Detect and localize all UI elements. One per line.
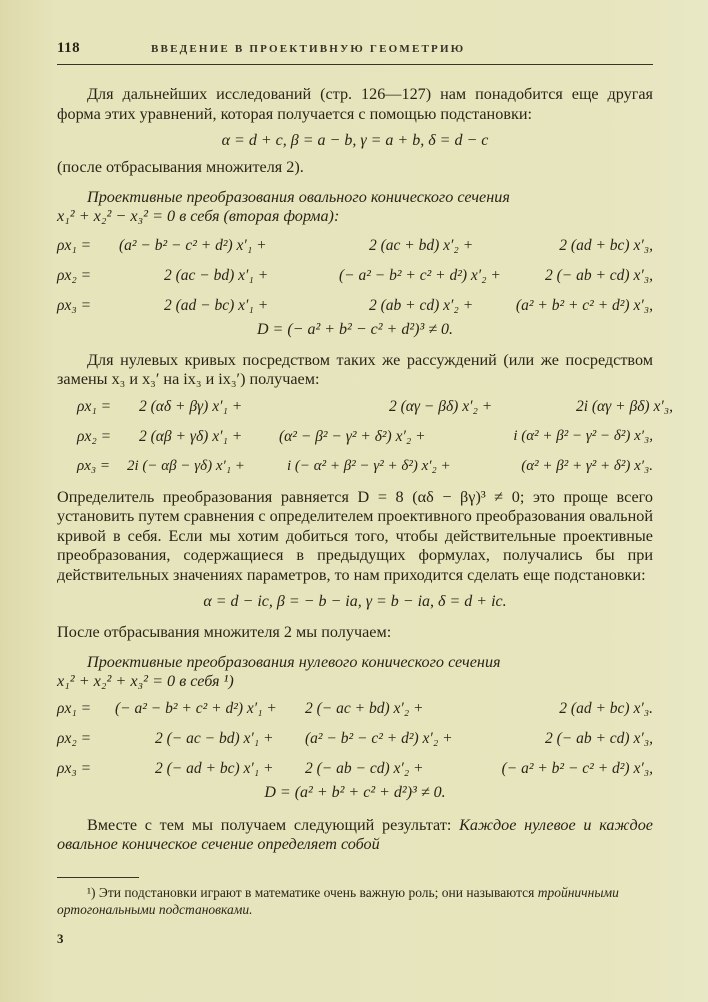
- substitution-formula-1: α = d + c, β = a − b, γ = a + b, δ = d − c: [221, 132, 489, 149]
- equation-term: 2 (αβ + γδ) x′₁ +: [139, 427, 243, 445]
- result-theorem-text: Каждое нулевое и каждое овальное коническое сечение определяет собой: [57, 815, 653, 853]
- paragraph-intro: Для дальнейших исследований (стр. 126—127) нам понадобится еще другая форма этих уравнений, которая получается с помощью подстановки:: [57, 85, 653, 123]
- equation-term: 2i (− αβ − γδ) x′₁ +: [127, 458, 245, 474]
- paragraph-after-factor-2: После отбрасывания множителя 2 мы получаем:: [57, 623, 392, 641]
- equation-row: [57, 392, 673, 422]
- equation-lhs: ρx₁ =: [57, 699, 92, 717]
- equation-row: [57, 724, 653, 754]
- equation-term: (a² + b² + c² + d²) x′₃,: [515, 296, 653, 314]
- determinant-null: D = (a² + b² + c² + d²)³ ≠ 0.: [264, 783, 446, 801]
- equation-term: 2 (− ab − cd) x′₂ +: [305, 759, 424, 777]
- equation-term: 2i (αγ + βδ) x′₃,: [575, 397, 673, 415]
- equation-row: [57, 754, 653, 784]
- equation-term: 2 (ad − bc) x′₁ +: [164, 296, 269, 314]
- equation-term: 2 (ac + bd) x′₂ +: [369, 236, 474, 254]
- equation-row: [57, 231, 653, 261]
- result-text: Вместе с тем мы получаем следующий результат:: [87, 815, 460, 834]
- equation-term: 2 (ac − bd) x′₁ +: [164, 266, 269, 284]
- equation-term: i (α² + β² − γ² − δ²) x′₃,: [513, 428, 653, 444]
- equation-row: [57, 694, 653, 724]
- equation-system-null-greek: [57, 392, 673, 482]
- determinant-oval: D = (− a² + b² − c² + d²)³ ≠ 0.: [256, 320, 454, 338]
- footnote-marker: ¹): [87, 884, 96, 900]
- equation-term: 2 (ab + cd) x′₂ +: [369, 296, 474, 314]
- equation-term: 2 (− ab + cd) x′₃,: [544, 729, 653, 747]
- theorem-heading-oval-line2: x₁² + x₂² − x₃² = 0 в себя (вторая форма):: [57, 207, 340, 225]
- equation-term: (α² + β² + γ² + δ²) x′₃.: [521, 458, 653, 474]
- equation-system-null: [57, 694, 653, 784]
- equation-lhs: ρx₁ =: [57, 236, 92, 254]
- paragraph-after-factor: (после отбрасывания множителя 2).: [57, 158, 304, 176]
- signature-mark: 3: [57, 930, 64, 946]
- equation-term: 2 (ad + bc) x′₃.: [559, 699, 653, 717]
- equation-term: 2 (αγ − βδ) x′₂ +: [389, 397, 493, 415]
- equation-term: 2 (− ac + bd) x′₂ +: [305, 699, 424, 717]
- footnote-text: Эти подстановки играют в математике очень важную роль; они называются: [95, 884, 538, 900]
- equation-term: (− a² + b² − c² + d²) x′₃,: [501, 759, 653, 777]
- equation-row: [57, 261, 653, 291]
- equation-term: (α² − β² − γ² + δ²) x′₂ +: [279, 427, 426, 445]
- equation-term: 2 (− ac − bd) x′₁ +: [155, 729, 274, 747]
- equation-lhs: ρx₂ =: [77, 427, 112, 445]
- equation-lhs: ρx₃ =: [57, 296, 92, 314]
- footnote: [57, 884, 653, 918]
- paragraph-determinant: Определитель преобразования равняется D = 8 (αδ − βγ)³ ≠ 0; это проще всего установить путем сравнения с определителем проективного преобразования овальной кривой в себя. Если мы хотим добиться того, чтобы действительные проективные преобразования, содержащиеся в предыдущих формулах, получались бы при действительных значениях параметров, то нам приходится сделать еще подстановки:: [57, 487, 653, 584]
- equation-term: 2 (αδ + βγ) x′₁ +: [139, 397, 243, 415]
- equation-term: 2 (ad + bc) x′₃,: [559, 236, 653, 254]
- equation-term: 2 (− ad + bc) x′₁ +: [155, 759, 274, 777]
- paragraph-result: [57, 816, 653, 855]
- equation-term: (− a² − b² + c² + d²) x′₁ +: [115, 699, 277, 717]
- equation-term: 2 (− ab + cd) x′₃,: [544, 266, 653, 284]
- equation-lhs: ρx₂ =: [57, 266, 92, 284]
- equation-lhs: ρx₃ =: [57, 759, 92, 777]
- page-number: 118: [57, 40, 81, 56]
- equation-term: (a² − b² − c² + d²) x′₂ +: [305, 729, 453, 747]
- equation-term: (− a² − b² + c² + d²) x′₂ +: [339, 266, 501, 284]
- equation-lhs: ρx₁ =: [77, 397, 112, 415]
- footnote-term: тройничными ортогональными подстановками.: [57, 884, 619, 917]
- equation-system-oval: [57, 231, 653, 321]
- book-page: [57, 40, 673, 947]
- equation-row: [57, 422, 653, 452]
- running-header: [57, 40, 653, 65]
- equation-lhs: ρx₂ =: [57, 729, 92, 747]
- theorem-heading-null-line1: Проективные преобразования нулевого конического сечения: [87, 652, 501, 671]
- equation-lhs: ρx₃ =: [77, 458, 110, 474]
- equation-row: [57, 452, 653, 482]
- paragraph-null-curves: Для нулевых кривых посредством таких же рассуждений (или же посредством замены x₃ и x₃′ на ix₃ и ix₃′) получаем:: [57, 350, 653, 388]
- theorem-heading-null-line2: x₁² + x₂² + x₃² = 0 в себя ¹): [57, 672, 234, 690]
- equation-term: i (− α² + β² − γ² + δ²) x′₂ +: [287, 458, 451, 474]
- running-title: ВВЕДЕНИЕ В ПРОЕКТИВНУЮ ГЕОМЕТРИЮ: [151, 43, 466, 55]
- equation-term: (a² − b² − c² + d²) x′₁ +: [119, 236, 267, 254]
- equation-row: [57, 291, 653, 321]
- footnote-separator: [57, 877, 139, 878]
- substitution-formula-2: α = d − ic, β = − b − ia, γ = b − ia, δ = d + ic.: [203, 593, 507, 610]
- theorem-heading-oval-line1: Проективные преобразования овального конического сечения: [87, 187, 510, 206]
